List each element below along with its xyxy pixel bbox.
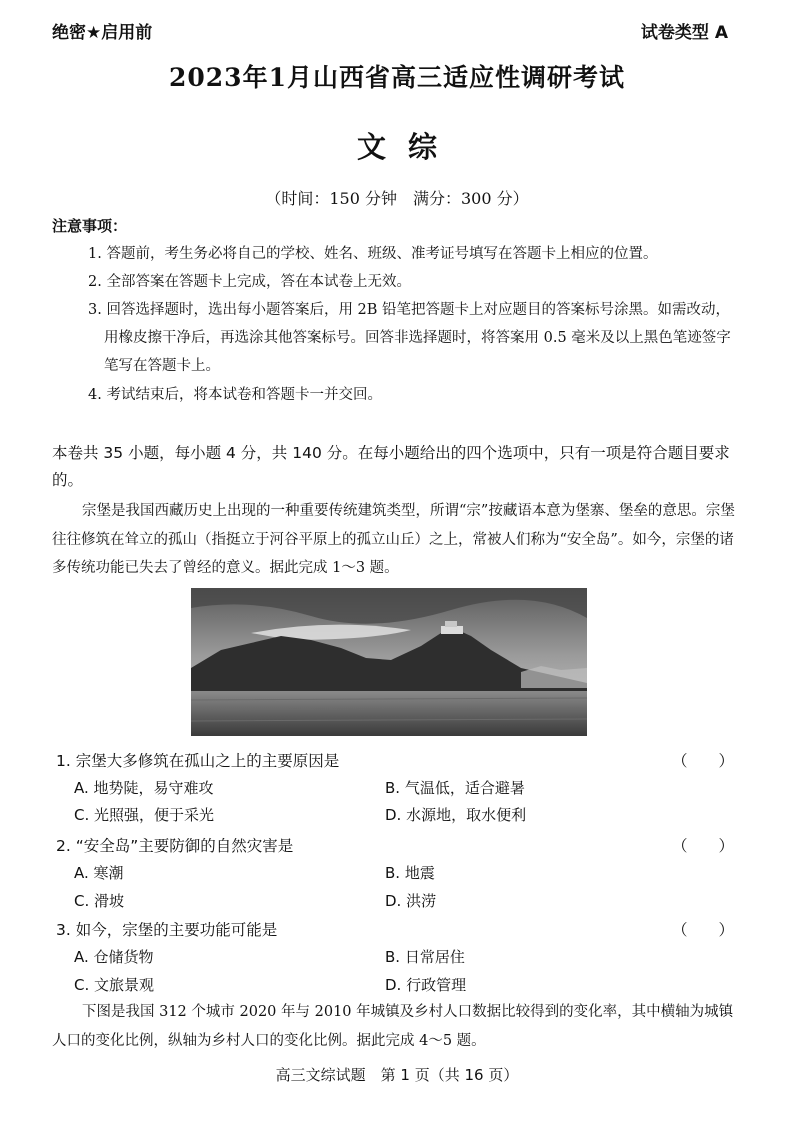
- dzong-photo: [191, 588, 587, 736]
- question-2-option-b: B. 地震: [385, 864, 435, 882]
- note-item: 2. 全部答案在答题卡上完成，答在本试卷上无效。: [88, 274, 411, 290]
- confidential-label: 绝密★启用前: [52, 23, 153, 43]
- notes-title: 注意事项：: [52, 217, 128, 235]
- paper-type-label: 试卷类型 A: [640, 23, 728, 43]
- question-2-option-d: D. 洪涝: [385, 892, 437, 910]
- question-2-option-a: A. 寒潮: [74, 864, 124, 882]
- time-info: （时间：150 分钟 满分：300 分）: [265, 189, 529, 208]
- question-2-option-c: C. 滑坡: [74, 892, 125, 910]
- question-1-stem: 1. 宗堡大多修筑在孤山之上的主要原因是: [56, 752, 340, 770]
- subject-title: 文综: [356, 130, 459, 164]
- question-1-answer-blank: （ ）: [672, 752, 735, 770]
- passage-dzong: 宗堡是我国西藏历史上出现的一种重要传统建筑类型，所谓“宗”按藏语本意为堡寨、堡垒的意思。宗堡往往修筑在耸立的孤山（指挺立于河谷平原上的孤立山丘）之上，常被人们称为“安全岛”。如今，宗堡的诸多传统功能已失去了曾经的意义。据此完成 1～3 题。: [52, 503, 735, 576]
- exam-title: 2023年1月山西省高三适应性调研考试: [169, 63, 625, 92]
- question-3-option-d: D. 行政管理: [385, 976, 467, 994]
- question-1-option-d: D. 水源地，取水便利: [385, 806, 527, 824]
- question-3-option-b: B. 日常居住: [385, 948, 465, 966]
- question-3-stem: 3. 如今，宗堡的主要功能可能是: [56, 921, 278, 939]
- passage-urban-rural: 下图是我国 312 个城市 2020 年与 2010 年城镇及乡村人口数据比较得到的变化率，其中横轴为城镇人口的变化比例，纵轴为乡村人口的变化比例。据此完成 4～5 题。: [52, 1004, 734, 1049]
- question-3-answer-blank: （ ）: [672, 921, 735, 939]
- page-footer: 高三文综试题 第 1 页（共 16 页）: [275, 1066, 519, 1084]
- note-item: 1. 答题前，考生务必将自己的学校、姓名、班级、准考证号填写在答题卡上相应的位置。: [88, 246, 658, 262]
- question-1-option-b: B. 气温低，适合避暑: [385, 779, 525, 797]
- question-1-option-a: A. 地势陡，易守难攻: [74, 779, 214, 797]
- section-intro: 本卷共 35 小题，每小题 4 分，共 140 分。在每小题给出的四个选项中，只有一项是符合题目要求的。: [52, 444, 730, 489]
- question-2-stem: 2. “安全岛”主要防御的自然灾害是: [56, 837, 294, 855]
- question-1-option-c: C. 光照强，便于采光: [74, 806, 215, 824]
- question-3-option-c: C. 文旅景观: [74, 976, 155, 994]
- question-2-answer-blank: （ ）: [672, 837, 735, 855]
- note-item: 3. 回答选择题时，选出每小题答案后，用 2B 铅笔把答题卡上对应题目的答案标号涂黑。如需改动，用橡皮擦干净后，再选涂其他答案标号。回答非选择题时，将答案用 0.5 毫米及以上黑色笔迹签字笔写在答题卡上。: [88, 302, 731, 374]
- note-item: 4. 考试结束后，将本试卷和答题卡一并交回。: [88, 387, 382, 403]
- question-3-option-a: A. 仓储货物: [74, 948, 154, 966]
